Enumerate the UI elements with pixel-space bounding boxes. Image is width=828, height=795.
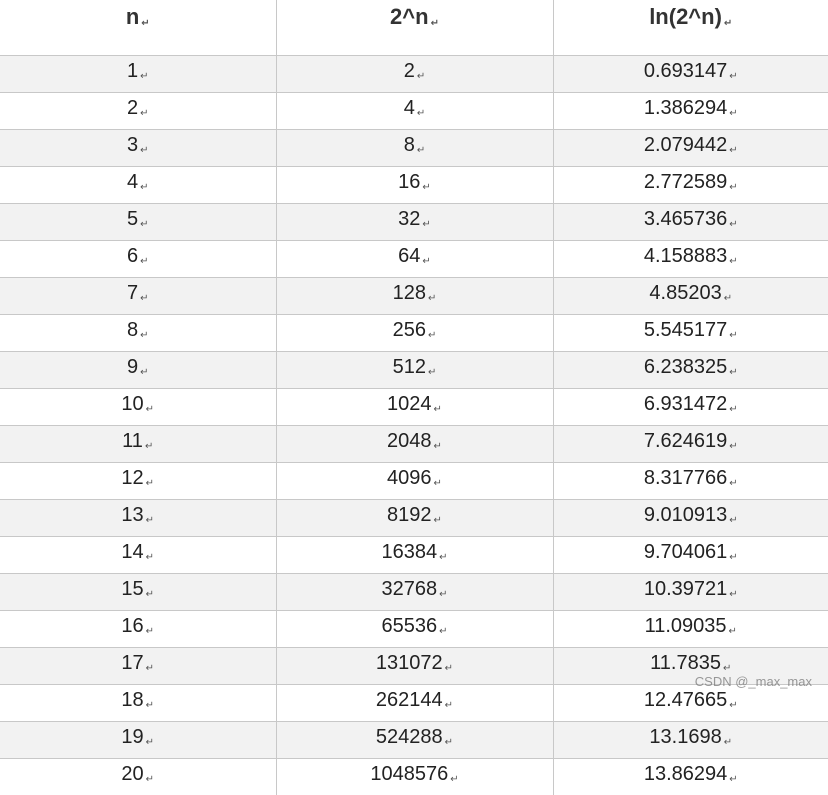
table-row — [0, 388, 828, 425]
paragraph-mark-icon: ↵ — [729, 588, 738, 600]
paragraph-mark-icon: ↵ — [427, 292, 437, 304]
cell-ln: 2.079442 ↵ — [553, 129, 828, 166]
paragraph-mark-icon: ↵ — [722, 662, 732, 674]
paragraph-mark-icon: ↵ — [141, 18, 150, 29]
cell-power: 8 ↵ — [276, 129, 553, 166]
paragraph-mark-icon: ↵ — [729, 773, 738, 785]
table-row — [0, 462, 828, 499]
table-row — [0, 314, 828, 351]
paragraph-mark-icon: ↵ — [433, 477, 442, 489]
cell-ln: 13.1698 ↵ — [553, 721, 828, 758]
cell-ln: 12.47665 ↵ — [553, 684, 828, 721]
paragraph-mark-icon: ↵ — [444, 736, 454, 748]
cell-n: 10 ↵ — [0, 388, 276, 425]
paragraph-mark-icon: ↵ — [422, 181, 431, 193]
table-row — [0, 166, 828, 203]
paragraph-mark-icon: ↵ — [433, 403, 442, 415]
table-row — [0, 425, 828, 462]
cell-power: 4 ↵ — [276, 92, 553, 129]
cell-ln: 4.158883 ↵ — [553, 240, 828, 277]
table-row — [0, 684, 828, 721]
paragraph-mark-icon: ↵ — [728, 625, 737, 637]
paragraph-mark-icon: ↵ — [729, 403, 738, 415]
paragraph-mark-icon: ↵ — [729, 218, 738, 230]
cell-power: 16 ↵ — [276, 166, 553, 203]
cell-n: 16 ↵ — [0, 610, 276, 647]
paragraph-mark-icon: ↵ — [444, 699, 454, 711]
header-n: n ↵ — [125, 4, 150, 29]
paragraph-mark-icon: ↵ — [450, 773, 459, 785]
cell-ln: 9.010913 ↵ — [553, 499, 828, 536]
table-row — [0, 240, 828, 277]
paragraph-mark-icon: ↵ — [729, 144, 738, 156]
cell-power: 64 ↵ — [276, 240, 553, 277]
cell-power: 32768 ↵ — [276, 573, 553, 610]
cell-power: 16384 ↵ — [276, 536, 553, 573]
paragraph-mark-icon: ↵ — [439, 625, 448, 637]
cell-n: 12 ↵ — [0, 462, 276, 499]
cell-n: 14 ↵ — [0, 536, 276, 573]
cell-n: 6 ↵ — [0, 240, 276, 277]
cell-n: 3 ↵ — [0, 129, 276, 166]
paragraph-mark-icon: ↵ — [145, 477, 155, 489]
cell-ln: 11.09035 ↵ — [553, 610, 828, 647]
table-row — [0, 536, 828, 573]
table-row — [0, 277, 828, 314]
cell-power: 2048 ↵ — [276, 425, 553, 462]
cell-power: 128 ↵ — [276, 277, 553, 314]
cell-power: 65536 ↵ — [276, 610, 553, 647]
paragraph-mark-icon: ↵ — [145, 662, 155, 674]
paragraph-mark-icon: ↵ — [422, 218, 431, 230]
paragraph-mark-icon: ↵ — [433, 514, 442, 526]
cell-power: 4096 ↵ — [276, 462, 553, 499]
paragraph-mark-icon: ↵ — [439, 588, 448, 600]
cell-n: 9 ↵ — [0, 351, 276, 388]
header-power: 2^n ↵ — [276, 0, 553, 55]
table-row — [0, 92, 828, 129]
paragraph-mark-icon: ↵ — [145, 403, 155, 415]
paragraph-mark-icon: ↵ — [145, 699, 155, 711]
paragraph-mark-icon: ↵ — [144, 440, 154, 452]
cell-ln: 8.317766 ↵ — [553, 462, 828, 499]
paragraph-mark-icon: ↵ — [140, 107, 149, 119]
paragraph-mark-icon: ↵ — [422, 255, 431, 267]
table-row — [0, 721, 828, 758]
cell-n: 1 ↵ — [0, 55, 276, 92]
paragraph-mark-icon: ↵ — [145, 588, 155, 600]
paragraph-mark-icon: ↵ — [416, 107, 426, 119]
cell-ln: 4.85203 ↵ — [553, 277, 828, 314]
cell-power: 2 ↵ — [276, 55, 553, 92]
paragraph-mark-icon: ↵ — [145, 736, 155, 748]
cell-ln: 1.386294 ↵ — [553, 92, 828, 129]
paragraph-mark-icon: ↵ — [145, 551, 155, 563]
cell-ln: 3.465736 ↵ — [553, 203, 828, 240]
cell-n: 4 ↵ — [0, 166, 276, 203]
cell-ln: 0.693147 ↵ — [553, 55, 828, 92]
paragraph-mark-icon: ↵ — [439, 551, 448, 563]
table-row — [0, 610, 828, 647]
paragraph-mark-icon: ↵ — [145, 514, 155, 526]
cell-power: 32 ↵ — [276, 203, 553, 240]
paragraph-mark-icon: ↵ — [433, 440, 442, 452]
cell-ln: 7.624619 ↵ — [553, 425, 828, 462]
paragraph-mark-icon: ↵ — [729, 107, 738, 119]
paragraph-mark-icon: ↵ — [723, 292, 733, 304]
cell-ln: 9.704061 ↵ — [553, 536, 828, 573]
cell-ln: 13.86294 ↵ — [553, 758, 828, 795]
cell-n: 11 ↵ — [0, 425, 276, 462]
cell-power: 131072 ↵ — [276, 647, 553, 684]
cell-n: 18 ↵ — [0, 684, 276, 721]
paragraph-mark-icon: ↵ — [416, 70, 426, 82]
paragraph-mark-icon: ↵ — [444, 662, 454, 674]
paragraph-mark-icon: ↵ — [145, 625, 155, 637]
paragraph-mark-icon: ↵ — [729, 366, 738, 378]
cell-n: 19 ↵ — [0, 721, 276, 758]
paragraph-mark-icon: ↵ — [140, 329, 149, 341]
paragraph-mark-icon: ↵ — [729, 255, 738, 267]
cell-power: 1048576 ↵ — [276, 758, 553, 795]
paragraph-mark-icon: ↵ — [723, 18, 733, 29]
table-row — [0, 203, 828, 240]
paragraph-mark-icon: ↵ — [140, 292, 149, 304]
paragraph-mark-icon: ↵ — [416, 144, 426, 156]
cell-n: 20 ↵ — [0, 758, 276, 795]
cell-power: 512 ↵ — [276, 351, 553, 388]
cell-ln: 2.772589 ↵ — [553, 166, 828, 203]
paragraph-mark-icon: ↵ — [140, 181, 149, 193]
paragraph-mark-icon: ↵ — [729, 440, 738, 452]
paragraph-mark-icon: ↵ — [145, 773, 155, 785]
paragraph-mark-icon: ↵ — [140, 366, 149, 378]
paragraph-mark-icon: ↵ — [729, 70, 738, 82]
table-row — [0, 758, 828, 795]
paragraph-mark-icon: ↵ — [729, 477, 738, 489]
cell-ln: 11.7835 ↵ — [553, 647, 828, 684]
paragraph-mark-icon: ↵ — [729, 699, 738, 711]
cell-power: 256 ↵ — [276, 314, 553, 351]
paragraph-mark-icon: ↵ — [140, 144, 149, 156]
cell-ln: 6.238325 ↵ — [553, 351, 828, 388]
paragraph-mark-icon: ↵ — [723, 736, 733, 748]
table-row — [0, 573, 828, 610]
paragraph-mark-icon: ↵ — [729, 329, 738, 341]
paragraph-mark-icon: ↵ — [729, 514, 738, 526]
cell-n: 17 ↵ — [0, 647, 276, 684]
table-row — [0, 55, 828, 92]
cell-n: 2 ↵ — [0, 92, 276, 129]
paragraph-mark-icon: ↵ — [140, 70, 149, 82]
cell-ln: 6.931472 ↵ — [553, 388, 828, 425]
table-row — [0, 499, 828, 536]
cell-n: 5 ↵ — [0, 203, 276, 240]
cell-ln: 5.545177 ↵ — [553, 314, 828, 351]
cell-power: 524288 ↵ — [276, 721, 553, 758]
cell-n: 13 ↵ — [0, 499, 276, 536]
cell-power: 1024 ↵ — [276, 388, 553, 425]
paragraph-mark-icon: ↵ — [140, 218, 149, 230]
paragraph-mark-icon: ↵ — [729, 551, 738, 563]
paragraph-mark-icon: ↵ — [427, 366, 437, 378]
paragraph-mark-icon: ↵ — [140, 255, 149, 267]
watermark: CSDN @_max_max — [694, 674, 812, 689]
cell-n: 7 ↵ — [0, 277, 276, 314]
paragraph-mark-icon: ↵ — [729, 181, 738, 193]
cell-power: 262144 ↵ — [276, 684, 553, 721]
cell-n: 15 ↵ — [0, 573, 276, 610]
paragraph-mark-icon: ↵ — [430, 18, 439, 29]
cell-ln: 10.39721 ↵ — [553, 573, 828, 610]
table-row — [0, 351, 828, 388]
cell-n: 8 ↵ — [0, 314, 276, 351]
paragraph-mark-icon: ↵ — [427, 329, 437, 341]
header-row — [0, 0, 828, 55]
cell-power: 8192 ↵ — [276, 499, 553, 536]
table-row — [0, 129, 828, 166]
header-ln: ln(2^n) ↵ — [553, 0, 828, 55]
